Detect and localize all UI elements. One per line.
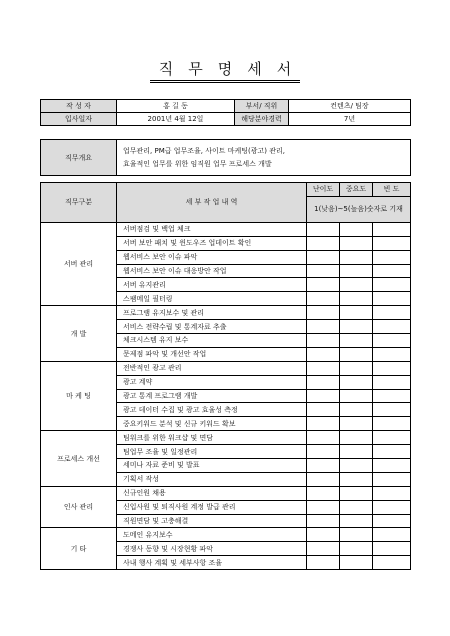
info-table [40,99,411,126]
importance-cell[interactable] [340,417,373,431]
difficulty-cell[interactable] [307,459,340,473]
duty-category: 기 타 [41,528,117,570]
frequency-cell[interactable] [373,403,411,417]
duty-task: 세미나 자료 준비 및 발표 [117,459,307,473]
importance-cell[interactable] [340,445,373,459]
difficulty-cell[interactable] [307,500,340,514]
page-title: 직무명세서 [158,60,307,78]
duty-task: 서버 보안 패치 및 윈도우즈 업데이트 확인 [117,236,307,250]
importance-cell[interactable] [340,320,373,334]
frequency-cell[interactable] [373,445,411,459]
duty-task: 프로그램 유지보수 및 관리 [117,306,307,320]
duty-task: 팀워크를 위한 워크샵 및 면담 [117,431,307,445]
importance-cell[interactable] [340,278,373,292]
duty-task: 광고 통계 프로그램 개발 [117,389,307,403]
frequency-cell[interactable] [373,292,411,306]
duty-task: 웹서비스 보안 이슈 대응방안 작업 [117,264,307,278]
duty-task: 중요키워드 분석 및 신규 키워드 확보 [117,417,307,431]
frequency-cell[interactable] [373,250,411,264]
table-row [41,431,411,445]
importance-cell[interactable] [340,431,373,445]
importance-cell[interactable] [340,514,373,528]
importance-cell[interactable] [340,403,373,417]
difficulty-cell[interactable] [307,278,340,292]
rating-scale-note: 1(낮음)~5(높음)숫자로 기재 [307,196,411,222]
importance-cell[interactable] [340,264,373,278]
frequency-cell[interactable] [373,375,411,389]
importance-cell[interactable] [340,250,373,264]
difficulty-cell[interactable] [307,556,340,570]
difficulty-cell[interactable] [307,472,340,486]
duty-task: 광고 데이터 수집 및 광고 효율성 측정 [117,403,307,417]
duty-task: 서비스 전략수립 및 통계자료 추출 [117,320,307,334]
difficulty-cell[interactable] [307,431,340,445]
difficulty-cell[interactable] [307,486,340,500]
difficulty-cell[interactable] [307,542,340,556]
duty-task: 서버 유지관리 [117,278,307,292]
frequency-cell[interactable] [373,528,411,542]
importance-cell[interactable] [340,389,373,403]
dept-value: 컨텐츠/ 팀장 [289,100,411,113]
hire-date-label: 입사일자 [41,113,117,126]
experience-value: 7년 [289,113,411,126]
difficulty-cell[interactable] [307,250,340,264]
table-row [41,306,411,320]
frequency-cell[interactable] [373,417,411,431]
frequency-cell[interactable] [373,556,411,570]
frequency-cell[interactable] [373,486,411,500]
frequency-cell[interactable] [373,264,411,278]
table-row [41,361,411,375]
experience-label: 해당분야경력 [235,113,289,126]
importance-cell[interactable] [340,500,373,514]
duty-category-header: 직무구분 [41,183,117,223]
hire-date-value: 2001년 4월 12일 [117,113,235,126]
importance-cell[interactable] [340,486,373,500]
importance-cell[interactable] [340,528,373,542]
frequency-cell[interactable] [373,320,411,334]
frequency-cell[interactable] [373,361,411,375]
table-row [41,528,411,542]
frequency-cell[interactable] [373,278,411,292]
frequency-cell[interactable] [373,334,411,348]
duty-task: 도메인 유지보수 [117,528,307,542]
frequency-header: 빈 도 [373,183,411,197]
duty-task: 문제점 파악 및 개선안 작업 [117,347,307,361]
importance-cell[interactable] [340,472,373,486]
importance-cell[interactable] [340,459,373,473]
duty-category: 서버 관리 [41,222,117,305]
duty-table-body [41,222,411,569]
overview-label: 직무개요 [41,140,117,176]
duty-task: 스팸메일 필터링 [117,292,307,306]
difficulty-cell[interactable] [307,334,340,348]
frequency-cell[interactable] [373,431,411,445]
duty-task: 광고 계약 [117,375,307,389]
difficulty-cell[interactable] [307,528,340,542]
difficulty-cell[interactable] [307,222,340,236]
duty-table [40,182,411,570]
duty-category: 마 케 팅 [41,361,117,430]
difficulty-cell[interactable] [307,320,340,334]
duty-category: 인사 관리 [41,486,117,528]
frequency-cell[interactable] [373,306,411,320]
difficulty-cell[interactable] [307,403,340,417]
importance-cell[interactable] [340,236,373,250]
difficulty-cell[interactable] [307,306,340,320]
title-underline [150,80,300,81]
dept-label: 부서/ 직위 [235,100,289,113]
importance-cell[interactable] [340,361,373,375]
importance-cell[interactable] [340,542,373,556]
difficulty-cell[interactable] [307,236,340,250]
importance-cell[interactable] [340,334,373,348]
importance-cell[interactable] [340,347,373,361]
duty-task: 경쟁사 동향 및 시장현황 파악 [117,542,307,556]
table-row [41,486,411,500]
difficulty-cell[interactable] [307,264,340,278]
duty-task: 팀업무 조율 및 일정관리 [117,445,307,459]
frequency-cell[interactable] [373,472,411,486]
overview-line-2: 효율적인 업무를 위한 임직원 업무 프로세스 개발 [123,159,272,168]
title-underline-double [150,82,300,83]
difficulty-header: 난이도 [307,183,340,197]
importance-header: 중요도 [340,183,373,197]
difficulty-cell[interactable] [307,514,340,528]
importance-cell[interactable] [340,375,373,389]
overview-line-1: 업무관리, PM급 업무조율, 사이트 마케팅(광고) 관리, [123,146,286,155]
duty-task: 웹서비스 보안 이슈 파악 [117,250,307,264]
frequency-cell[interactable] [373,500,411,514]
duty-task: 전반적인 광고 관리 [117,361,307,375]
frequency-cell[interactable] [373,459,411,473]
importance-cell[interactable] [340,292,373,306]
duty-task: 신규인원 채용 [117,486,307,500]
table-row [41,222,411,236]
duty-category: 개 발 [41,306,117,362]
frequency-cell[interactable] [373,389,411,403]
difficulty-cell[interactable] [307,347,340,361]
importance-cell[interactable] [340,306,373,320]
author-label: 작 성 자 [41,100,117,113]
frequency-cell[interactable] [373,514,411,528]
importance-cell[interactable] [340,556,373,570]
difficulty-cell[interactable] [307,375,340,389]
overview-description [117,140,411,176]
duty-details-header: 세 부 작 업 내 역 [117,183,307,223]
duty-task: 직원면담 및 고충해결 [117,514,307,528]
frequency-cell[interactable] [373,347,411,361]
frequency-cell[interactable] [373,236,411,250]
overview-table [40,139,411,176]
duty-task: 사내 행사 계획 및 세부사항 조율 [117,556,307,570]
difficulty-cell[interactable] [307,389,340,403]
difficulty-cell[interactable] [307,417,340,431]
frequency-cell[interactable] [373,542,411,556]
difficulty-cell[interactable] [307,292,340,306]
duty-task: 체크시스템 유지 보수 [117,334,307,348]
duty-task: 기획서 작성 [117,472,307,486]
difficulty-cell[interactable] [307,445,340,459]
frequency-cell[interactable] [373,222,411,236]
importance-cell[interactable] [340,222,373,236]
difficulty-cell[interactable] [307,361,340,375]
duty-category: 프로세스 개선 [41,431,117,487]
duty-task: 서버점검 및 백업 체크 [117,222,307,236]
duty-task: 신입사원 및 퇴직사원 계정 발급 관리 [117,500,307,514]
author-value: 홍 길 동 [117,100,235,113]
